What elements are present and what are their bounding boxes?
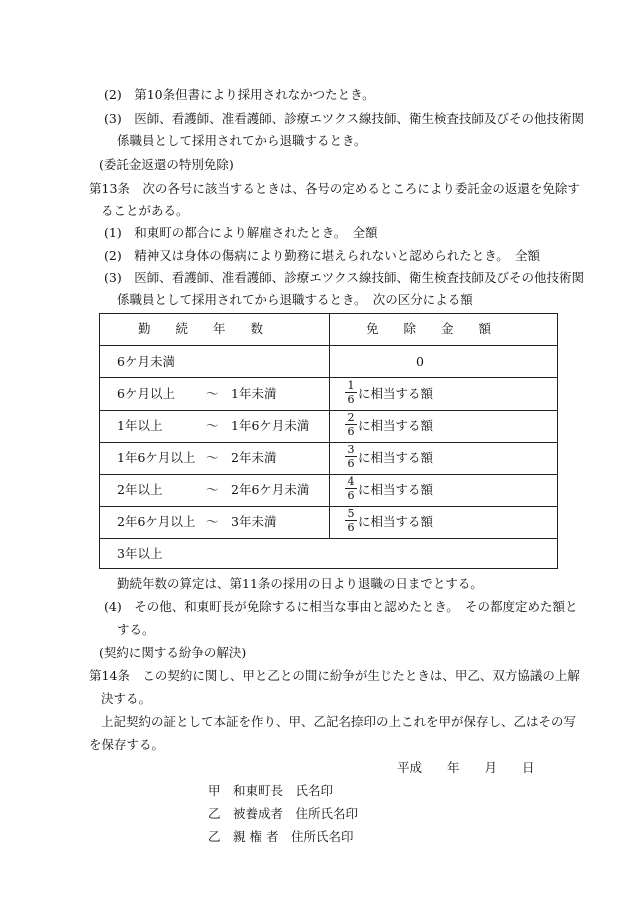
table-divider — [100, 506, 557, 507]
table-cell-period-to: 1年未満 — [231, 386, 277, 401]
table-cell-tilde: ～ — [206, 514, 219, 529]
years-calculation-note: 勤続年数の算定は、第11条の採用の日より退職の日までとする。 — [117, 576, 483, 591]
table-divider — [100, 474, 557, 475]
fraction-numerator: 2 — [347, 411, 355, 424]
table-cell-period-from: 6ケ月以上 — [117, 386, 175, 401]
article-13-heading: (委託金返還の特別免除) — [99, 157, 234, 172]
table-column-divider — [329, 314, 330, 538]
table-divider — [100, 410, 557, 411]
date-line: 平成 年 月 日 — [397, 760, 535, 775]
article-13-item-4-line2: する。 — [117, 622, 155, 637]
signature-line-3: 乙 親 権 者 住所氏名印 — [208, 829, 354, 844]
table-cell-period-from: 2年以上 — [117, 482, 163, 497]
fraction-denominator: 6 — [347, 457, 355, 470]
table-header-amount: 免 除 金 額 — [366, 321, 492, 336]
fraction-denominator: 6 — [347, 393, 355, 406]
table-cell-amount: に相当する額 — [358, 514, 434, 529]
table-cell-period-from: 2年6ケ月以上 — [117, 514, 196, 529]
item-2: (2) 第10条但書により採用されなかつたとき。 — [104, 87, 375, 102]
table-cell-tilde: ～ — [206, 418, 219, 433]
table-cell-amount: に相当する額 — [358, 482, 434, 497]
fraction-denominator: 6 — [347, 489, 355, 502]
fraction-one-sixth — [344, 380, 358, 405]
fraction-numerator: 1 — [347, 379, 355, 392]
article-14-heading: (契約に関する紛争の解決) — [99, 645, 247, 660]
table-divider — [100, 538, 557, 539]
article-13-line1: 第13条 次の各号に該当するときは、各号の定めるところにより委託金の返還を免除す — [89, 181, 580, 196]
table-cell-period-from: 1年以上 — [117, 418, 163, 433]
table-cell-period-to: 2年未満 — [231, 450, 277, 465]
table-cell-amount: に相当する額 — [358, 386, 434, 401]
table-cell-amount: に相当する額 — [358, 418, 434, 433]
fraction-two-sixths — [344, 412, 358, 437]
table-cell-amount: に相当する額 — [358, 450, 434, 465]
article-13-line2: ることがある。 — [101, 203, 189, 218]
fraction-three-sixths — [344, 444, 358, 469]
fraction-denominator: 6 — [347, 425, 355, 438]
closing-line1: 上記契約の証として本証を作り、甲、乙記名捺印の上これを甲が保存し、乙はその写 — [101, 714, 577, 729]
table-cell-period-to: 2年6ケ月未満 — [231, 482, 310, 497]
table-divider — [100, 442, 557, 443]
table-cell-period-from: 1年6ケ月以上 — [117, 450, 196, 465]
article-13-item-4-line1: (4) その他、和東町長が免除するに相当な事由と認めたとき。 その都度定めた額と — [104, 599, 578, 614]
signature-line-2: 乙 被養成者 住所氏名印 — [208, 806, 359, 821]
fraction-numerator: 4 — [347, 475, 355, 488]
article-14-line1: 第14条 この契約に関し、甲と乙との間に紛争が生じたときは、甲乙、双方協議の上解 — [89, 668, 580, 683]
fraction-five-sixths — [344, 508, 358, 533]
table-cell-period-to: 1年6ケ月未満 — [231, 418, 310, 433]
table-divider — [100, 345, 557, 346]
table-cell-period-to: 3年未満 — [231, 514, 277, 529]
fraction-numerator: 5 — [347, 507, 355, 520]
signature-line-1: 甲 和東町長 氏名印 — [208, 783, 334, 798]
exemption-table — [99, 313, 558, 569]
article-13-item-3-line2: 係職員として採用されてから退職するとき。 次の区分による額 — [117, 292, 473, 307]
item-3-line1: (3) 医師、看護師、准看護師、診療エツクス線技師、衛生検査技師及びその他技術関 — [104, 111, 584, 126]
table-cell-amount: 0 — [416, 354, 424, 369]
table-cell-tilde: ～ — [206, 386, 219, 401]
fraction-numerator: 3 — [347, 443, 355, 456]
article-13-item-3-line1: (3) 医師、看護師、准看護師、診療エツクス線技師、衛生検査技師及びその他技術関 — [104, 270, 584, 285]
article-13-item-1: (1) 和東町の都合により解雇されたとき。 全額 — [104, 225, 378, 240]
table-cell-tilde: ～ — [206, 450, 219, 465]
article-14-line2: 決する。 — [101, 691, 152, 706]
fraction-four-sixths — [344, 476, 358, 501]
article-13-item-2: (2) 精神又は身体の傷病により勤務に堪えられないと認められたとき。 全額 — [104, 248, 540, 263]
table-cell-period: 3年以上 — [117, 546, 163, 561]
fraction-denominator: 6 — [347, 521, 355, 534]
table-divider — [100, 377, 557, 378]
table-cell-tilde: ～ — [206, 482, 219, 497]
table-header-years: 勤 続 年 数 — [138, 321, 264, 336]
item-3-line2: 係職員として採用されてから退職するとき。 — [117, 133, 367, 148]
closing-line2: を保存する。 — [89, 737, 165, 752]
table-cell-period: 6ケ月未満 — [117, 354, 175, 369]
